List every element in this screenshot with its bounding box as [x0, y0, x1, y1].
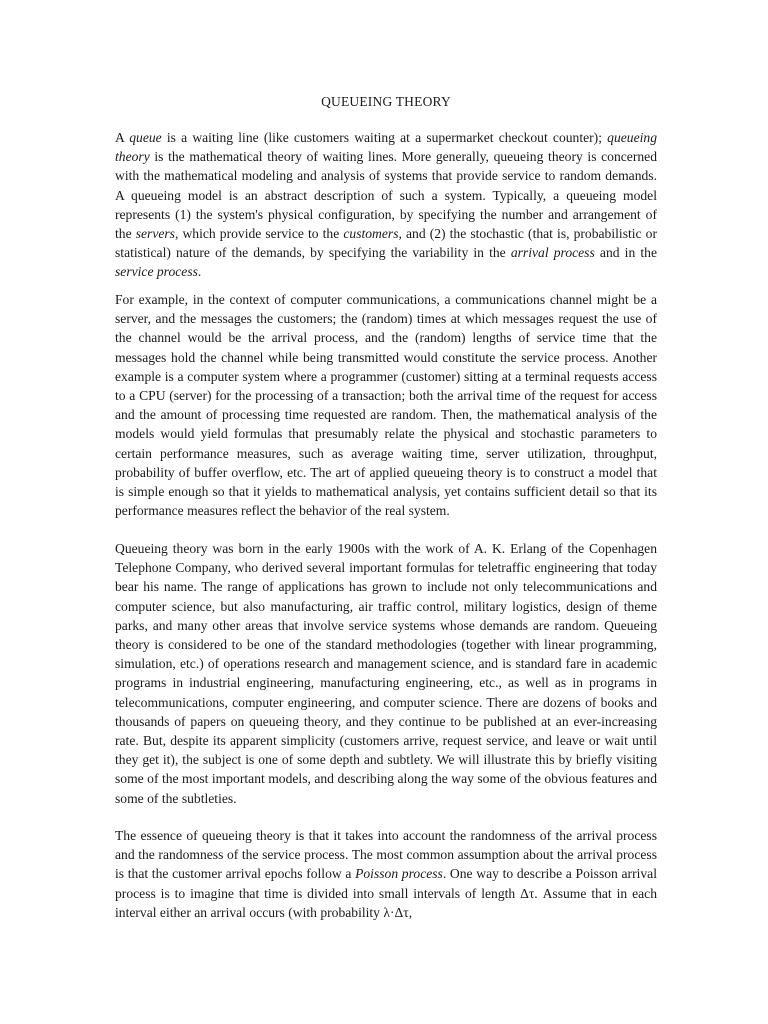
- term-poisson-process: Poisson process: [355, 866, 443, 882]
- term-customers: customers,: [343, 226, 402, 242]
- paragraph-history: Queueing theory was born in the early 1900s with the work of A. K. Erlang of the Copenhagen Telephone Company, who derived several important formulas for teletraffic engineering that today bear his name. The range of applications has grown to include not only telecommunications and computer science, but also manufacturing, air traffic control, military logistics, design of theme parks, and many other areas that involve service systems whose demands are random. Queueing theory is considered to be one of the standard methodologies (together with linear programming, simulation, etc.) of operations research and management science, and is standard fare in academic programs in industrial engineering, manufacturing engineering, etc., as well as in programs in telecommunications, computer engineering, and computer science. There are dozens of books and thousands of papers on queueing theory, and they continue to be published at an ever-increasing rate. But, despite its apparent simplicity (customers arrive, request service, and leave or wait until they get it), the subject is one of some depth and subtlety. We will illustrate this by briefly visiting some of the most important models, and describing along the way some of the obvious features and some of the subtleties.: [115, 541, 657, 806]
- text-run: A: [115, 130, 130, 145]
- text-run: and in the: [594, 245, 657, 261]
- text-run: is the mathematical theory of waiting lines. More generally, queueing theory is concerned with the mathematical modeling and analysis of systems that provide service to random demands. A queueing model is an abstract description of such a system. Typically, a queueing model represents (1) the system's physical configuration, by specifying the number and arrangement of the: [115, 149, 657, 242]
- text-run: . One way to describe a Poisson arrival process is to imagine that time is divided into small intervals of length Δτ. Assume that in each interval either an arrival occurs (with probability λ·Δτ,: [115, 866, 657, 920]
- term-servers: servers: [135, 226, 175, 242]
- text-run: .: [197, 264, 202, 280]
- text-run: and (2) the stochastic (that is, probabilistic or statistical) nature of the demands, by specifying the variability in the: [115, 226, 657, 261]
- paragraph-essence: [115, 826, 657, 922]
- term-queue: queue: [129, 130, 162, 145]
- text-run: , which provide service to the: [174, 226, 344, 242]
- text-run: The essence of queueing theory is that it takes into account the randomness of the arrival process and the randomness of the service process. The most common assumption about the arrival process is that the customer arrival epochs follow a: [115, 828, 657, 882]
- term-arrival-process: arrival process: [510, 245, 595, 261]
- paragraph-examples: For example, in the context of computer communications, a communications channel might be a server, and the messages the customers; the (random) times at which messages request the use of the channel would be the arrival process, and the (random) lengths of service time that the messages hold the channel while being transmitted would constitute the service process. Another example is a computer system where a programmer (customer) sitting at a terminal requests access to a CPU (server) for the processing of a transaction; both the arrival time of the request for access and the amount of processing time requested are random. Then, the mathematical analysis of the models would yield formulas that presumably relate the physical and stochastic parameters to certain performance measures, such as average waiting time, server utilization, throughput, probability of buffer overflow, etc. The art of applied queueing theory is to construct a model that is simple enough so that it yields to mathematical analysis, yet contains sufficient detail so that its performance measures reflect the behavior of the real system.: [115, 292, 657, 519]
- paragraph-definition: [115, 128, 657, 282]
- document-title: QUEUEING THEORY: [321, 94, 451, 109]
- term-service-process: service process: [115, 264, 198, 280]
- text-run: is a waiting line (like customers waiting at a supermarket checkout counter);: [161, 130, 608, 145]
- term-queueing-theory: queueing theory: [115, 130, 658, 165]
- document-page: [115, 0, 657, 1024]
